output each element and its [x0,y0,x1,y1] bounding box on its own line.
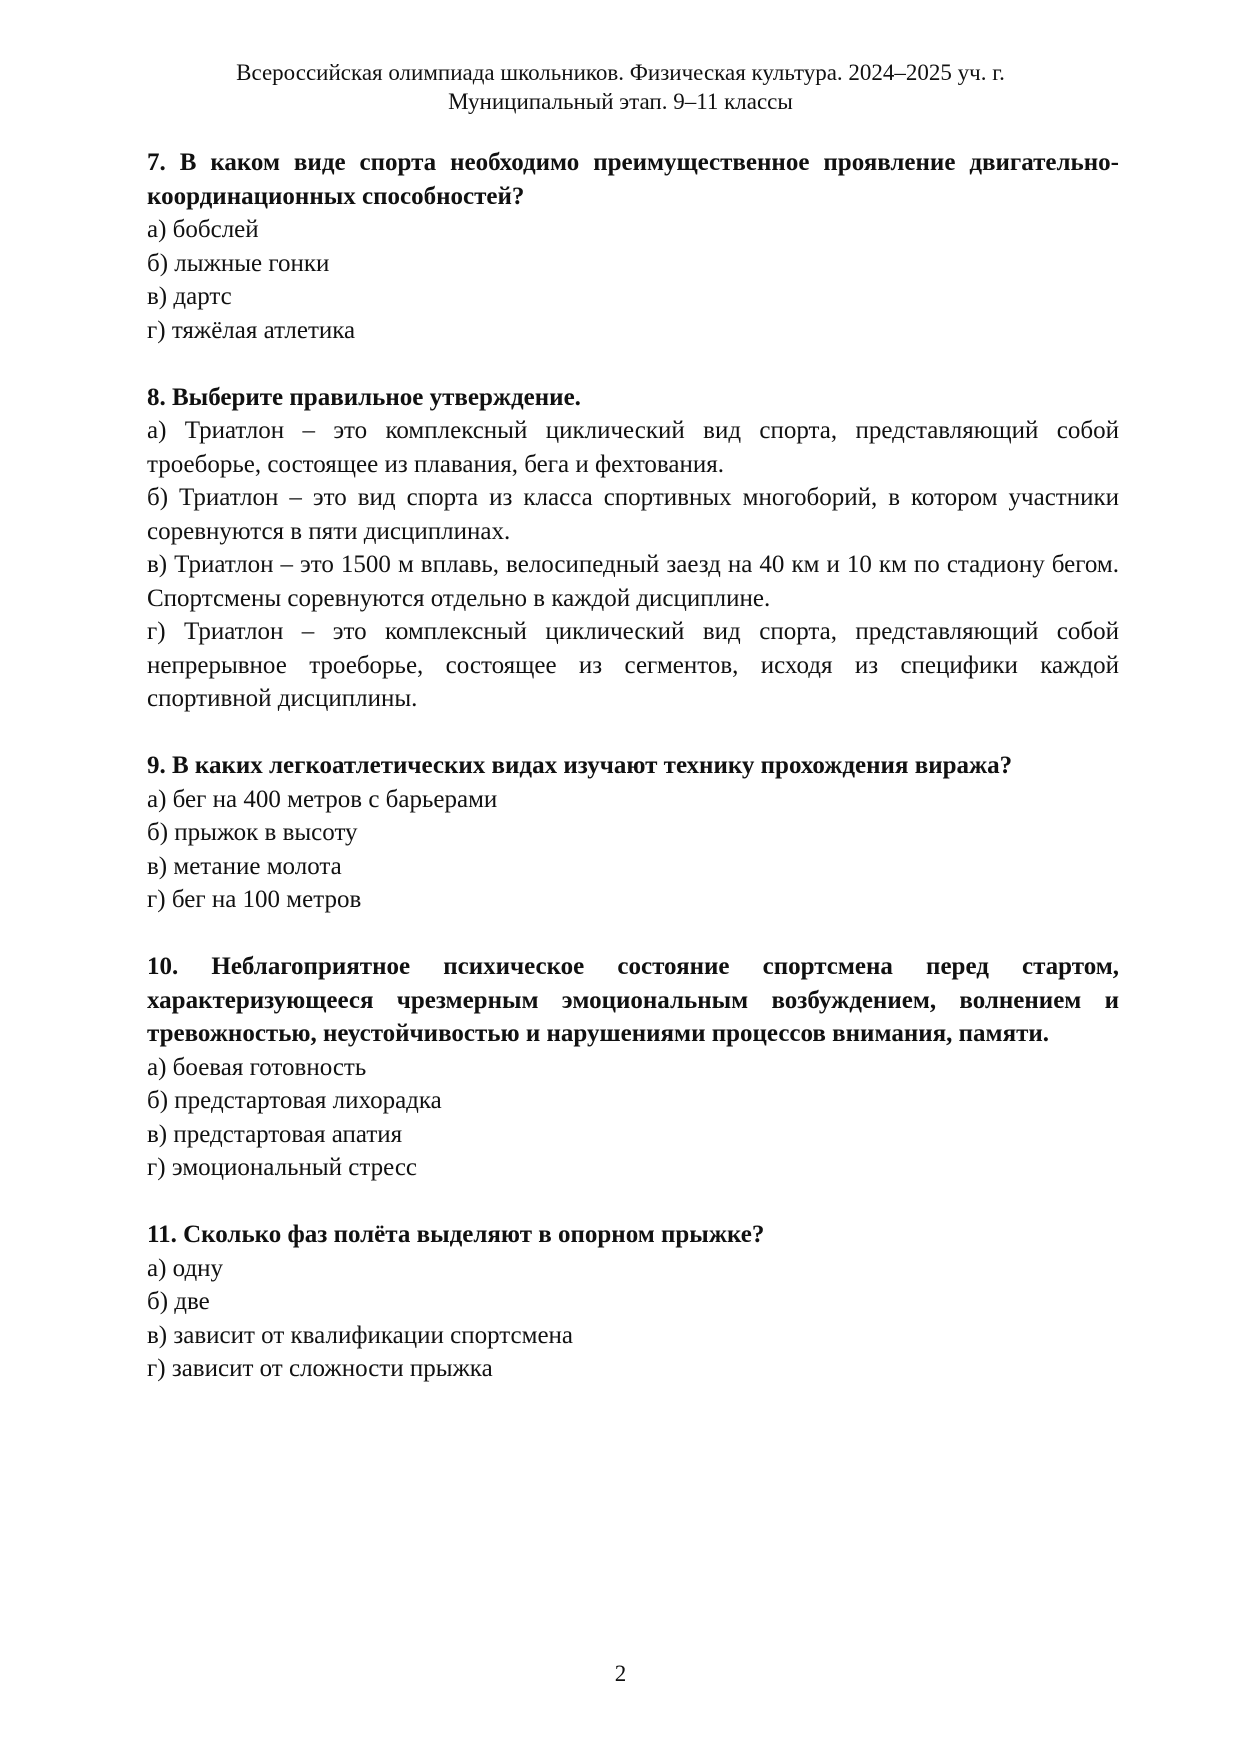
question-title: 11. Сколько фаз полёта выделяют в опорном прыжке? [147,1221,765,1248]
questions-list [147,146,1119,1419]
answer-option-a: а) одну [147,1254,224,1282]
answer-option-b: б) Триатлон – это вид спорта из класса спортивных многоборий, в котором участники соревнуются в пяти дисциплинах. [147,484,1119,545]
question-7 [147,146,1119,347]
answer-option-v: в) предстартовая апатия [147,1120,403,1148]
question-title: 8. Выберите правильное утверждение. [147,383,581,411]
answer-option-a: а) боевая готовность [147,1053,367,1081]
question-title: 10. Неблагоприятное психическое состояние спортсмена перед стартом, характеризующееся чрезмерным эмоциональным возбуждением, волнением и тревожностью, неустойчивостью и нарушениями процессов внимания, памяти. [147,953,1119,1047]
answer-option-b: б) две [147,1288,210,1315]
answer-option-v: в) метание молота [147,852,342,880]
answer-option-b: б) лыжные гонки [147,249,330,277]
answer-option-b: б) предстартовая лихорадка [147,1087,442,1114]
answer-option-g: г) эмоциональный стресс [147,1154,418,1181]
page-number: 2 [614,1661,627,1686]
answer-option-g: г) Триатлон – это комплексный циклический вид спорта, представляющий собой непрерывное троеборье, состоящее из сегментов, исходя из специфики каждой спортивной дисциплины. [147,618,1119,712]
answer-option-v: в) зависит от квалификации спортсмена [147,1321,574,1349]
answer-option-a: а) бег на 400 метров с барьерами [147,785,498,813]
answer-option-g: г) тяжёлая атлетика [147,316,356,344]
question-8 [147,381,1119,716]
question-10 [147,950,1119,1185]
question-title: 9. В каких легкоатлетических видах изучают технику прохождения виража? [147,752,1013,779]
question-title: 7. В каком виде спорта необходимо преимущественное проявление двигательно-координационных способностей? [147,149,1119,210]
answer-option-a: а) Триатлон – это комплексный циклический вид спорта, представляющий собой троеборье, состоящее из плавания, бега и фехтования. [147,417,1119,478]
answer-option-g: г) зависит от сложности прыжка [147,1355,493,1382]
question-11 [147,1218,1119,1386]
answer-option-v: в) Триатлон – это 1500 м вплавь, велосипедный заезд на 40 км и 10 км по стадиону бегом. Спортсмены соревнуются отдельно в каждой дисциплине. [147,551,1119,612]
header-olympiad-title: Всероссийская олимпиада школьников. Физическая культура. 2024–2025 уч. г. [236,60,1005,85]
header-stage: Муниципальный этап. 9–11 классы [448,89,793,114]
answer-option-v: в) дартс [147,283,232,310]
answer-option-a: а) бобслей [147,216,259,243]
answer-option-b: б) прыжок в высоту [147,819,358,846]
question-9 [147,749,1119,917]
page-header [0,58,1241,116]
answer-option-g: г) бег на 100 метров [147,886,362,913]
